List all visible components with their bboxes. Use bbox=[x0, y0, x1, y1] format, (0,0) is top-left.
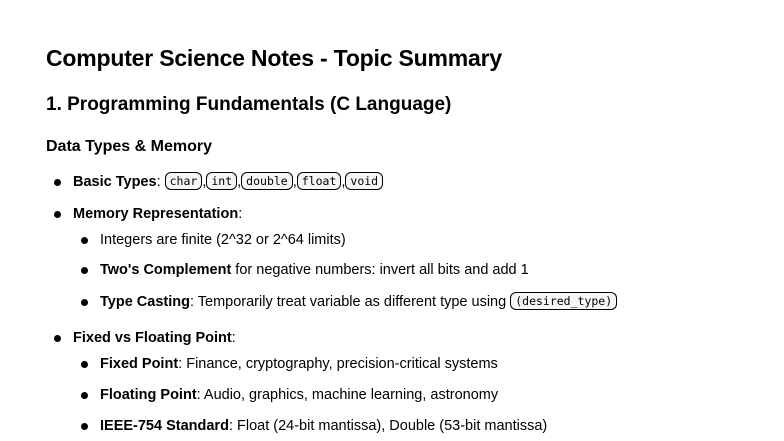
list-item-integers bbox=[100, 230, 346, 250]
bullet-icon bbox=[81, 299, 88, 306]
list-item-twos-complement bbox=[100, 260, 529, 280]
colon: : bbox=[238, 206, 243, 222]
code-void: void bbox=[345, 172, 383, 190]
code-desired-type: (desired_type) bbox=[510, 292, 617, 310]
list-item-floating-point bbox=[100, 385, 498, 405]
bullet-icon bbox=[81, 361, 88, 368]
bullet-icon bbox=[54, 179, 61, 186]
list-item-fixed-point bbox=[100, 354, 498, 374]
list-item-ieee-754 bbox=[100, 416, 547, 436]
page-title: Computer Science Notes - Topic Summary bbox=[46, 45, 502, 71]
float-text: : Audio, graphics, machine learning, astronomy bbox=[196, 387, 499, 403]
bullet-icon bbox=[81, 237, 88, 244]
bullet-icon bbox=[81, 267, 88, 274]
twos-label: Two's Complement bbox=[100, 262, 232, 278]
bullet-icon bbox=[54, 211, 61, 218]
list-item-fixed-vs-floating bbox=[73, 328, 236, 348]
code-double: double bbox=[241, 172, 293, 190]
fixed-text: : Finance, cryptography, precision-critical systems bbox=[178, 356, 498, 372]
bullet-icon bbox=[81, 423, 88, 430]
section-heading: 1. Programming Fundamentals (C Language) bbox=[46, 94, 452, 115]
twos-text: for negative numbers: invert all bits and add 1 bbox=[231, 262, 529, 278]
fixed-float-label: Fixed vs Floating Point bbox=[73, 330, 232, 346]
list-item-type-casting bbox=[100, 292, 617, 312]
code-float: float bbox=[297, 172, 342, 190]
ieee-label: IEEE-754 Standard bbox=[100, 418, 229, 434]
integers-text: Integers are finite (2^32 or 2^64 limits) bbox=[100, 232, 346, 248]
list-item-basic-types: Basic Types: char , int , double , float , void bbox=[73, 172, 383, 192]
colon: : bbox=[231, 330, 236, 346]
code-char: char bbox=[165, 172, 203, 190]
basic-types-label: Basic Types bbox=[73, 174, 157, 190]
ieee-text: : Float (24-bit mantissa), Double (53-bit mantissa) bbox=[228, 418, 548, 434]
cast-label: Type Casting bbox=[100, 294, 190, 310]
float-label: Floating Point bbox=[100, 387, 197, 403]
code-int: int bbox=[206, 172, 237, 190]
memory-label: Memory Representation bbox=[73, 206, 239, 222]
bullet-icon bbox=[81, 392, 88, 399]
subsection-heading: Data Types & Memory bbox=[46, 138, 212, 155]
list-item-memory bbox=[73, 204, 242, 224]
cast-text: : Temporarily treat variable as different type using bbox=[189, 294, 511, 310]
fixed-label: Fixed Point bbox=[100, 356, 179, 372]
bullet-icon bbox=[54, 335, 61, 342]
colon: : bbox=[156, 174, 161, 190]
